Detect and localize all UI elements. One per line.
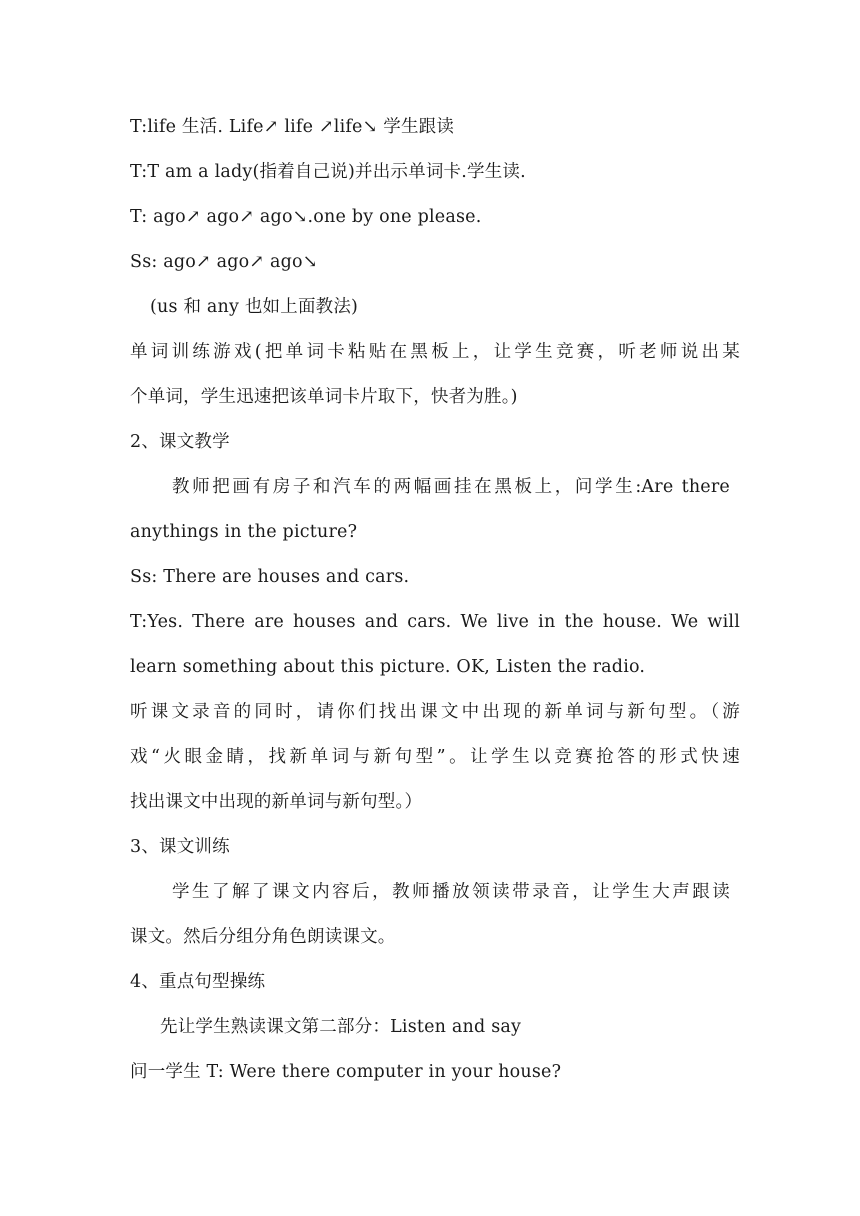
section-heading-4: 4、重点句型操练 [130,972,266,992]
text-line-15: 戏“火眼金睛，找新单词与新句型”。让学生以竞赛抢答的形式快速 [130,747,740,767]
text-line-14: 听课文录音的同时，请你们找出课文中出现的新单词与新句型。（游 [130,702,740,722]
text-line-6: 单词训练游戏(把单词卡粘贴在黑板上，让学生竞赛，听老师说出某 [130,342,740,362]
text-line-5: (us 和 any 也如上面教法) [150,297,359,317]
text-line-2: T:T am a lady(指着自己说)并出示单词卡.学生读. [130,162,526,182]
text-line-18: 学生了解了课文内容后，教师播放领读带录音，让学生大声跟读 [172,882,730,902]
text-line-22: 问一学生 T: Were there computer in your house? [130,1062,562,1082]
text-line-3: T: ago↗ ago↗ ago↘.one by one please. [130,207,482,227]
text-line-4: Ss: ago↗ ago↗ ago↘ [130,252,318,272]
section-heading-2: 2、课文教学 [130,432,230,452]
text-line-13: learn something about this picture. OK, Listen the radio. [130,657,646,677]
text-line-9: 教师把画有房子和汽车的两幅画挂在黑板上，问学生:Are there [172,477,730,497]
text-line-11: Ss: There are houses and cars. [130,567,410,587]
text-line-1: T:life 生活. Life↗ life ↗life↘ 学生跟读 [130,117,455,137]
text-line-19: 课文。然后分组分角色朗读课文。 [130,927,396,947]
text-line-16: 找出课文中出现的新单词与新句型。） [130,792,423,812]
text-line-7: 个单词，学生迅速把该单词卡片取下，快者为胜。) [130,387,518,407]
text-line-10: anythings in the picture? [130,522,358,542]
text-line-21: 先让学生熟读课文第二部分：Listen and say [160,1017,522,1037]
text-line-12: T:Yes. There are houses and cars. We live in the house. We will [130,612,740,632]
section-heading-3: 3、课文训练 [130,837,230,857]
